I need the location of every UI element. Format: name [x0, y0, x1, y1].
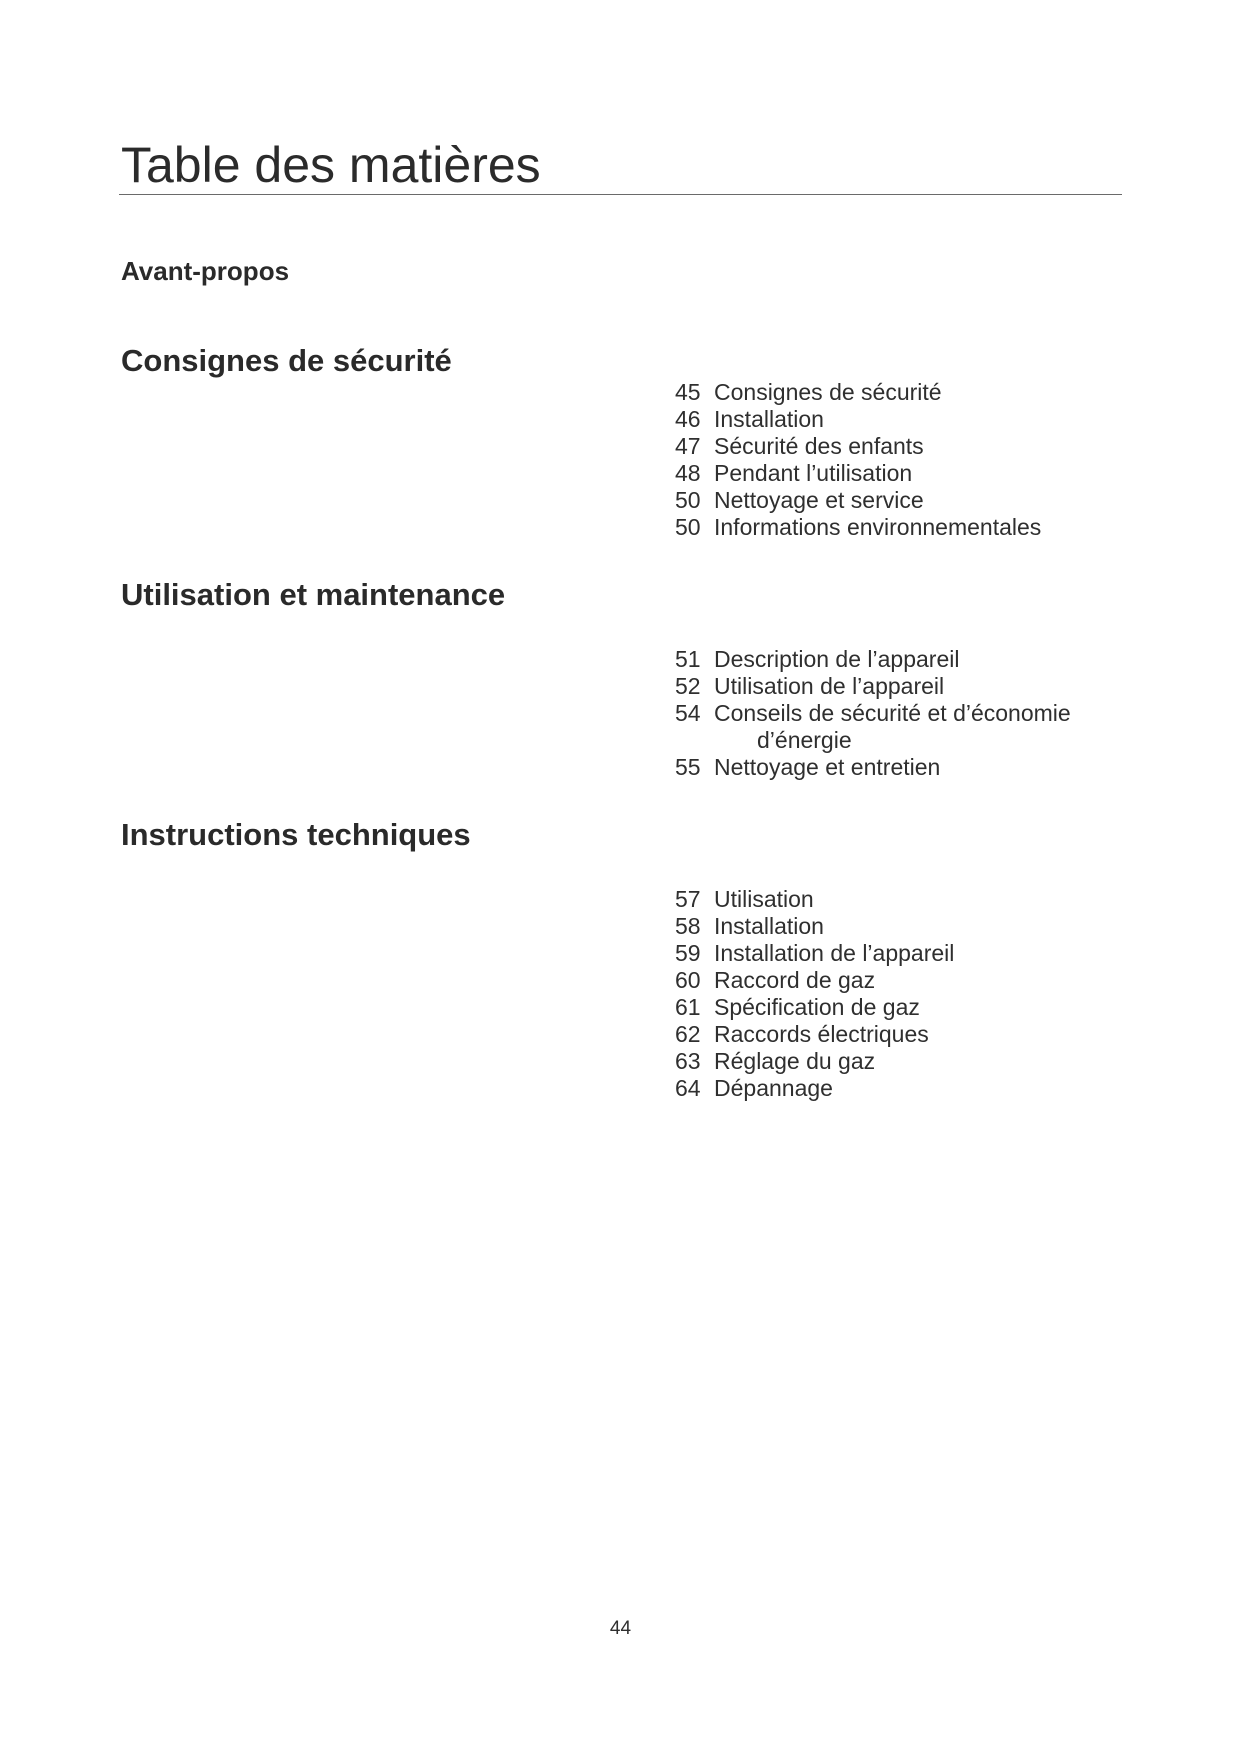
- toc-page-number: 62: [675, 1021, 701, 1047]
- toc-page-number: 64: [675, 1075, 701, 1101]
- toc-entry-label: Nettoyage et service: [714, 487, 924, 513]
- page-title: Table des matières: [121, 137, 541, 193]
- toc-page-number: 61: [675, 994, 701, 1020]
- toc-entry[interactable]: [675, 433, 1041, 460]
- toc-entry-label: Utilisation de l’appareil: [714, 673, 945, 699]
- toc-entry-label: Pendant l’utilisation: [714, 460, 913, 486]
- toc-entry-label: Nettoyage et entretien: [714, 754, 941, 780]
- toc-page-number: 48: [675, 460, 701, 486]
- toc-entry[interactable]: [675, 514, 1041, 541]
- toc-entry-label: Conseils de sécurité et d’économie: [714, 700, 1071, 726]
- toc-entry-label: Raccords électriques: [714, 1021, 929, 1047]
- toc-entry[interactable]: [675, 886, 954, 913]
- toc-entry[interactable]: [675, 913, 954, 940]
- toc-entry-label: Réglage du gaz: [714, 1048, 876, 1074]
- toc-entry-label: Raccord de gaz: [714, 967, 876, 993]
- toc-list-safety: [675, 379, 1041, 541]
- toc-list-technical: [675, 886, 954, 1102]
- toc-entry[interactable]: [675, 406, 1041, 433]
- toc-page-number: 60: [675, 967, 701, 993]
- toc-entry[interactable]: [675, 1075, 954, 1102]
- toc-entry[interactable]: [675, 487, 1041, 514]
- toc-list-use-maintenance: [675, 646, 1071, 781]
- toc-entry-label: Informations environnementales: [714, 514, 1042, 540]
- toc-entry[interactable]: [675, 460, 1041, 487]
- toc-page-number: 50: [675, 514, 701, 540]
- toc-entry-label: Dépannage: [714, 1075, 833, 1101]
- toc-page-number: 51: [675, 646, 701, 672]
- toc-page-number: 46: [675, 406, 701, 432]
- toc-entry[interactable]: [675, 940, 954, 967]
- section-heading-use-maintenance: Utilisation et maintenance: [121, 577, 506, 612]
- title-divider: [119, 194, 1122, 195]
- toc-entry-label: Sécurité des enfants: [714, 433, 924, 459]
- toc-entry[interactable]: [675, 967, 954, 994]
- toc-page-number: 45: [675, 379, 701, 405]
- toc-entry[interactable]: [675, 646, 1071, 673]
- toc-entry[interactable]: [675, 379, 1041, 406]
- toc-entry-continuation: d’énergie: [757, 727, 852, 753]
- toc-page-number: 50: [675, 487, 701, 513]
- toc-page-number: 57: [675, 886, 701, 912]
- section-heading-technical: Instructions techniques: [121, 817, 471, 852]
- toc-page-number: 52: [675, 673, 701, 699]
- toc-page-number: 59: [675, 940, 701, 966]
- toc-page-number: 63: [675, 1048, 701, 1074]
- toc-entry[interactable]: [675, 994, 954, 1021]
- toc-entry-label: Installation de l’appareil: [714, 940, 955, 966]
- toc-entry-label: Description de l’appareil: [714, 646, 960, 672]
- toc-page-number: 54: [675, 700, 701, 726]
- section-heading-safety: Consignes de sécurité: [121, 343, 452, 378]
- toc-page-number: 47: [675, 433, 701, 459]
- toc-page-number: 58: [675, 913, 701, 939]
- toc-page-number: 55: [675, 754, 701, 780]
- toc-entry[interactable]: [675, 700, 1071, 727]
- toc-entry[interactable]: [675, 1048, 954, 1075]
- foreword-heading: Avant-propos: [121, 256, 290, 286]
- toc-entry[interactable]: [675, 673, 1071, 700]
- page-number: 44: [609, 1618, 632, 1639]
- toc-entry-label: Spécification de gaz: [714, 994, 920, 1020]
- toc-entry-label: Installation: [714, 406, 824, 432]
- toc-entry[interactable]: [675, 754, 1071, 781]
- toc-entry[interactable]: [675, 1021, 954, 1048]
- toc-entry-label: Installation: [714, 913, 824, 939]
- toc-entry-label: Consignes de sécurité: [714, 379, 942, 405]
- toc-entry-label: Utilisation: [714, 886, 814, 912]
